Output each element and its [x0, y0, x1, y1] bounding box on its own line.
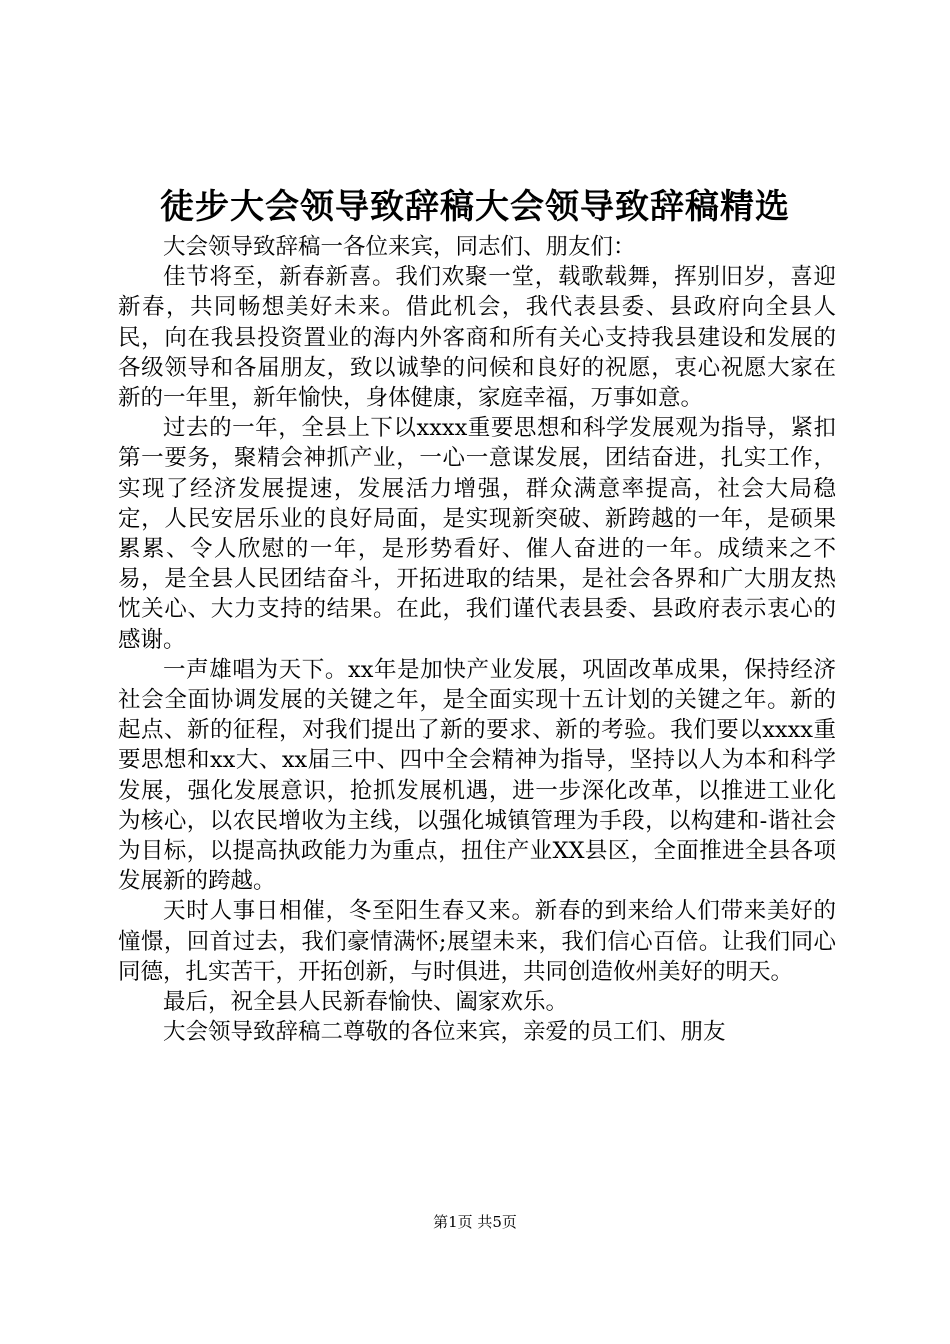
document-body	[118, 232, 836, 1047]
page-number-footer: 第1页 共5页	[433, 1213, 517, 1231]
paragraph-1: 大会领导致辞稿一各位来宾，同志们、朋友们：	[163, 234, 636, 260]
paragraph-2: 佳节将至，新春新喜。我们欢聚一堂，载歌载舞，挥别旧岁，喜迎新春，共同畅想美好未来。借此机会，我代表县委、县政府向全县人民，向在我县投资置业的海内外客商和所有关心支持我县建设和发展的各级领导和各届朋友，致以诚挚的问候和良好的祝愿，衷心祝愿大家在新的一年里，新年愉快，身体健康，家庭幸福，万事如意。	[118, 264, 836, 412]
paragraph-6: 最后，祝全县人民新春愉快、阖家欢乐。	[163, 989, 569, 1016]
document-title: 徒步大会领导致辞稿大会领导致辞稿精选	[160, 187, 790, 227]
paragraph-4: 一声雄唱为天下。xx年是加快产业发展，巩固改革成果，保持经济社会全面协调发展的关键之年，是全面实现十五计划的关键之年。新的起点、新的征程，对我们提出了新的要求、新的考验。我们要以xxxx重要思想和xx大、xx届三中、四中全会精神为指导，坚持以人为本和科学发展，强化发展意识，抢抓发展机遇，进一步深化改革，以推进工业化为核心，以农民增收为主线，以强化城镇管理为手段，以构建和-谐社会为目标，以提高执政能力为重点，扭住产业XX县区，全面推进全县各项发展新的跨越。	[118, 656, 836, 895]
paragraph-7: 大会领导致辞稿二尊敬的各位来宾，亲爱的员工们、朋友	[163, 1019, 726, 1046]
paragraph-3: 过去的一年，全县上下以xxxx重要思想和科学发展观为指导，紧扣第一要务，聚精会神抓产业，一心一意谋发展，团结奋进，扎实工作，实现了经济发展提速，发展活力增强，群众满意率提高，社会大局稳定，人民安居乐业的良好局面，是实现新突破、新跨越的一年，是硕果累累、令人欣慰的一年，是形势看好、催人奋进的一年。成绩来之不易，是全县人民团结奋斗，开拓进取的结果，是社会各界和广大朋友热忱关心、大力支持的结果。在此，我们谨代表县委、县政府表示衷心的感谢。	[118, 415, 836, 653]
paragraph-5: 天时人事日相催，冬至阳生春又来。新春的到来给人们带来美好的憧憬，回首过去，我们豪情满怀;展望未来，我们信心百倍。让我们同心同德，扎实苦干，开拓创新，与时俱进，共同创造攸州美好的明天。	[118, 898, 836, 985]
